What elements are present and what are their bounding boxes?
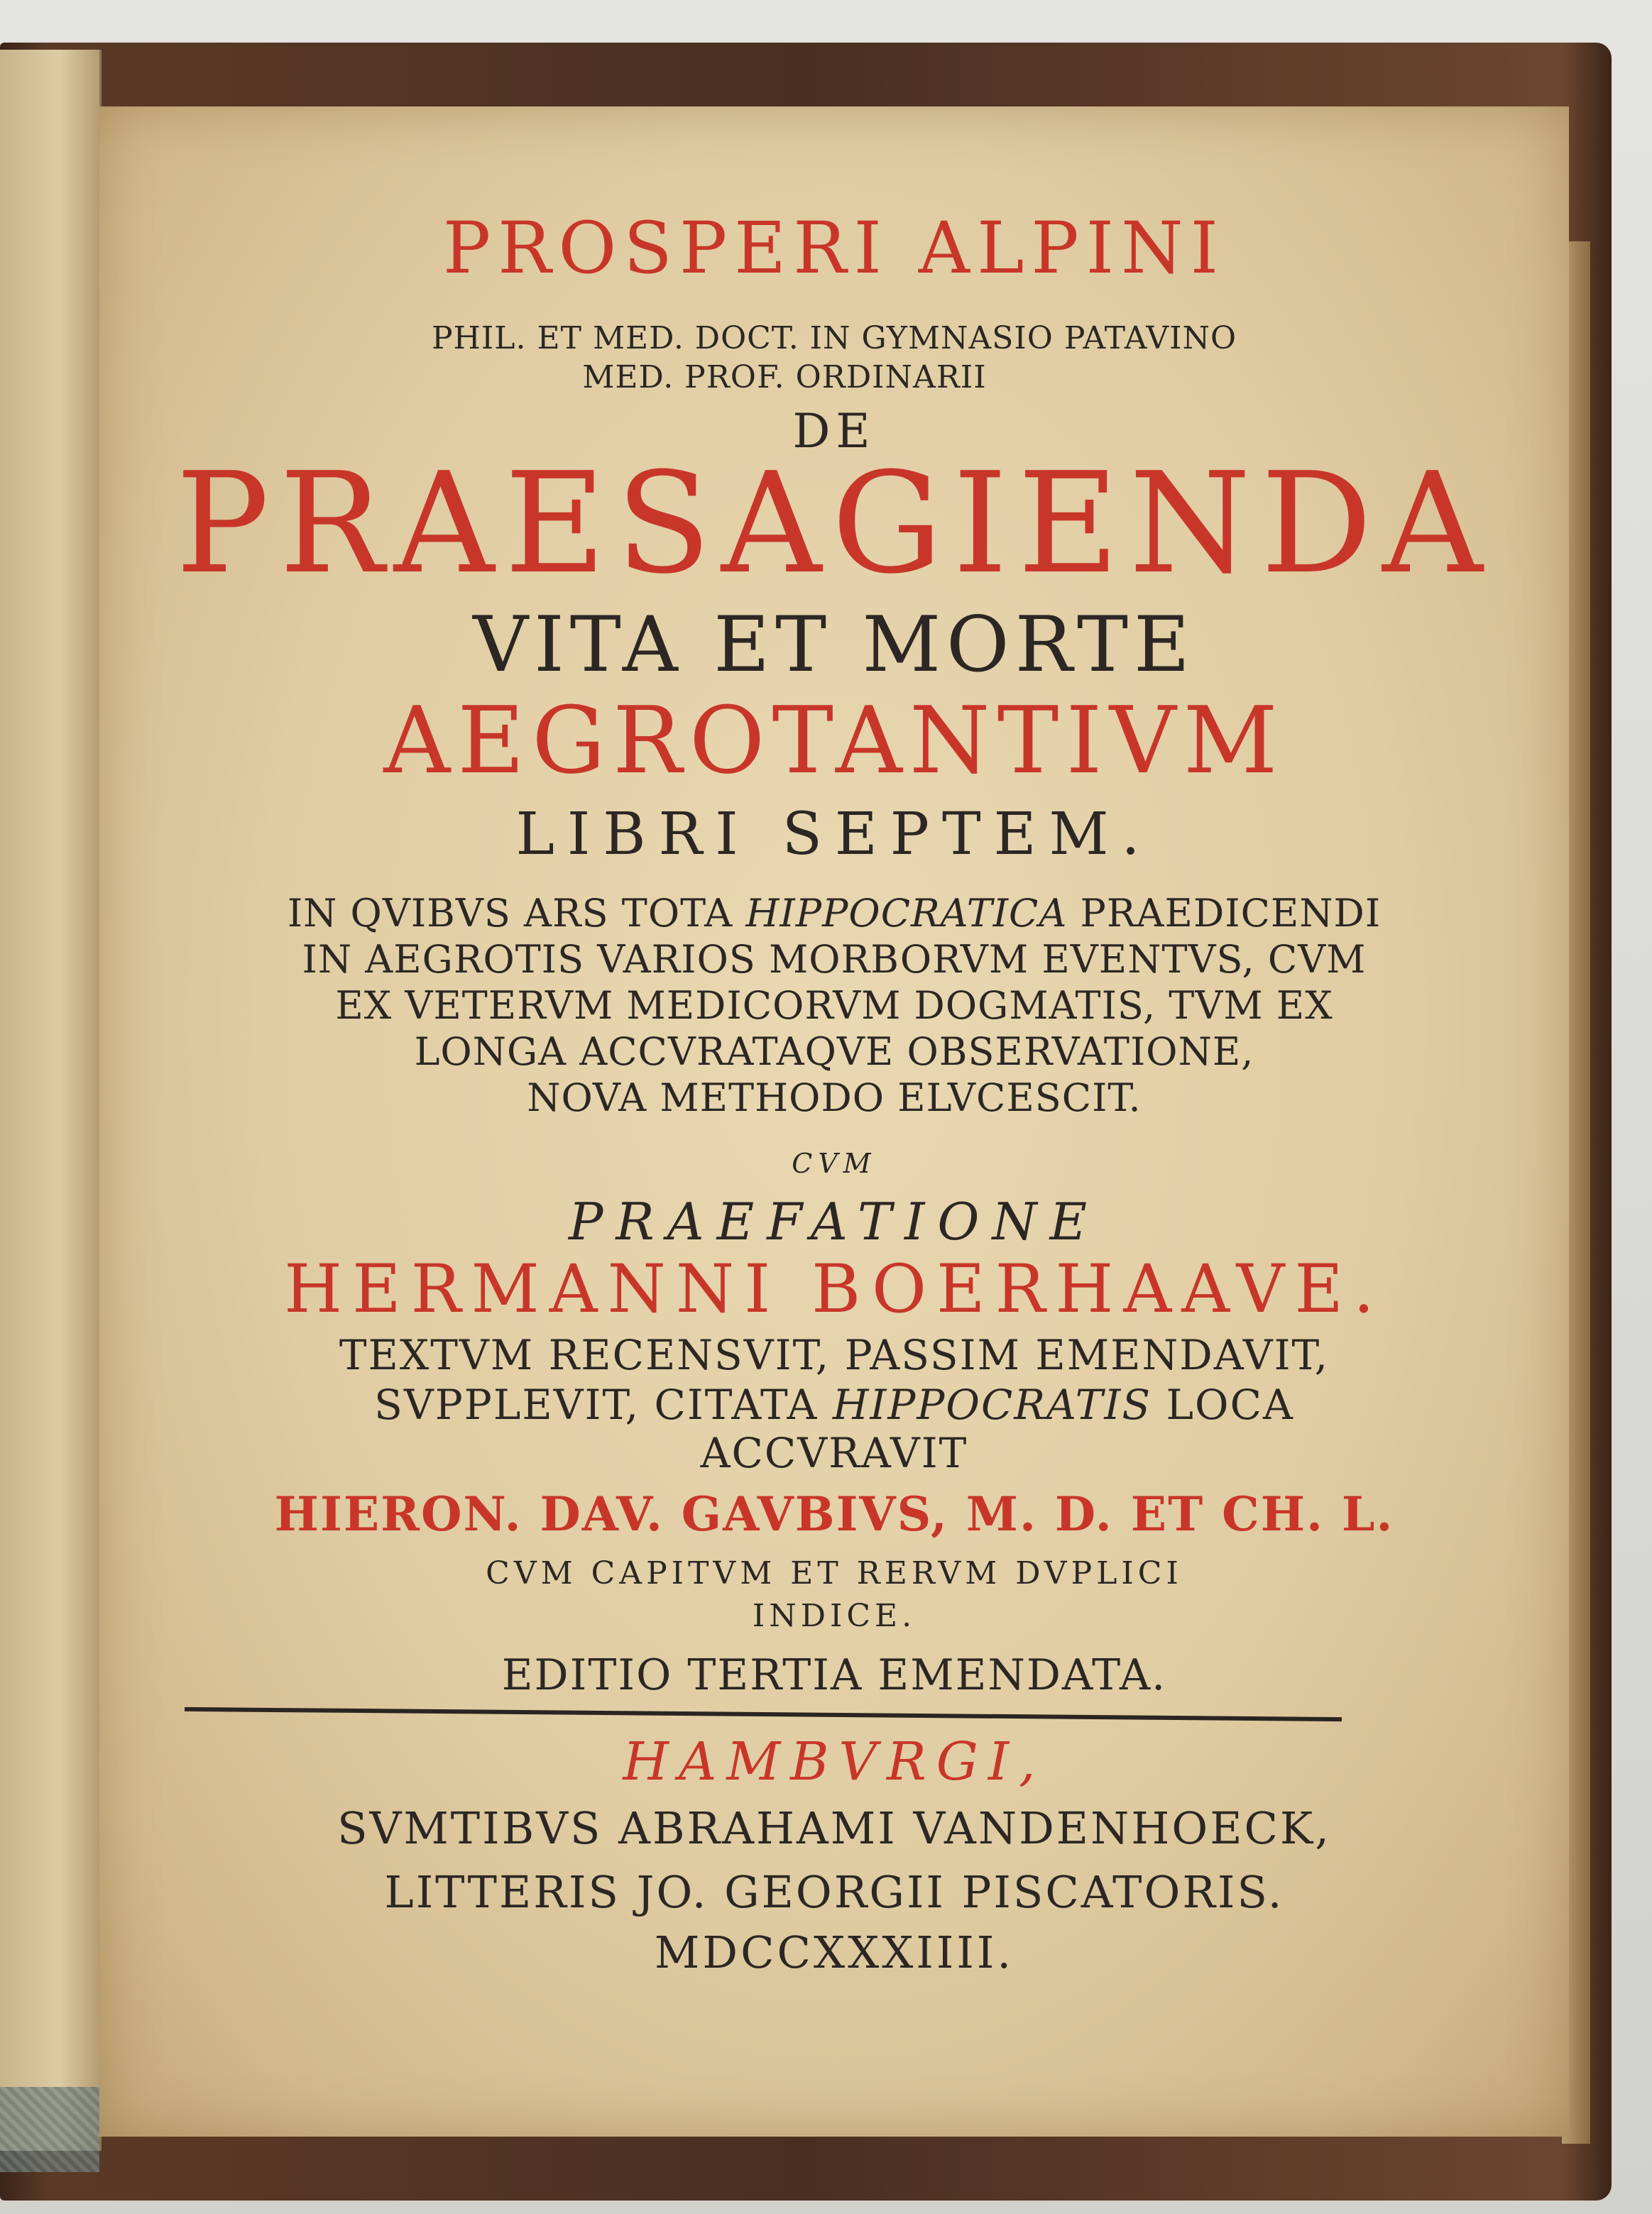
main-title: PRAESAGIENDA <box>175 443 1493 605</box>
imprint-rule <box>185 1707 1342 1721</box>
description-line-3: EX VETERVM MEDICORVM DOGMATIS, TVM EX <box>335 983 1333 1028</box>
index-line-1: CVM CAPITVM ET RERVM DVPLICI <box>486 1555 1183 1591</box>
cum-word: CVM <box>792 1148 877 1179</box>
editor-text-line-2-italic: HIPPOCRATIS <box>832 1381 1152 1429</box>
imprint-printer: LITTERIS JO. GEORGII PISCATORIS. <box>384 1866 1284 1918</box>
editor-degree: M. D. ET CH. L. <box>948 1486 1394 1542</box>
description-line-1 <box>99 891 1569 936</box>
spine-cloth <box>0 2087 99 2172</box>
affiliation-line-2: MED. PROF. ORDINARII <box>582 359 987 395</box>
preface-author: HERMANNI BOERHAAVE. <box>284 1251 1384 1328</box>
description-line-4: LONGA ACCVRATAQVE OBSERVATIONE, <box>414 1029 1254 1074</box>
imprint-place: HAMBVRGI, <box>623 1731 1046 1792</box>
praefatione-word: PRAEFATIONE <box>568 1192 1100 1251</box>
author-name: PROSPERI ALPINI <box>442 207 1226 290</box>
description-line-1-italic: HIPPOCRATICA <box>745 891 1068 936</box>
description-line-1-start: IN QVIBVS ARS TOTA <box>287 891 746 936</box>
imprint-publisher: SVMTIBVS ABRAHAMI VANDENHOECK, <box>337 1802 1331 1854</box>
editor-name-line <box>99 1486 1569 1542</box>
description-line-1-end: PRAEDICENDI <box>1067 891 1382 936</box>
edition-statement: EDITIO TERTIA EMENDATA. <box>501 1650 1167 1700</box>
title-line-3: AEGROTANTIVM <box>383 686 1285 794</box>
editor-text-line-2-end: LOCA <box>1152 1381 1294 1429</box>
editor-text-line-2-start: SVPPLEVIT, CITATA <box>374 1381 833 1429</box>
title-preposition: DE <box>792 404 876 459</box>
description-line-5: NOVA METHODO ELVCESCIT. <box>527 1075 1142 1120</box>
editor-text-line-2 <box>99 1381 1569 1429</box>
editor-text-line-3: ACCVRAVIT <box>700 1429 968 1477</box>
left-page-edge <box>0 50 102 2151</box>
title-line-2: VITA ET MORTE <box>473 601 1196 689</box>
affiliation-line-1: PHIL. ET MED. DOCT. IN GYMNASIO PATAVINO <box>431 320 1237 356</box>
title-page <box>99 106 1569 2137</box>
editor-text-line-1: TEXTVM RECENSVIT, PASSIM EMENDAVIT, <box>339 1331 1330 1379</box>
books-count: LIBRI SEPTEM. <box>515 801 1153 868</box>
imprint-year: MDCCXXXIIII. <box>654 1927 1014 1978</box>
description-line-2: IN AEGROTIS VARIOS MORBORVM EVENTVS, CVM <box>302 937 1367 982</box>
editor-name: HIERON. DAV. GAVBIVS, <box>274 1486 948 1542</box>
index-line-2: INDICE. <box>752 1598 917 1634</box>
